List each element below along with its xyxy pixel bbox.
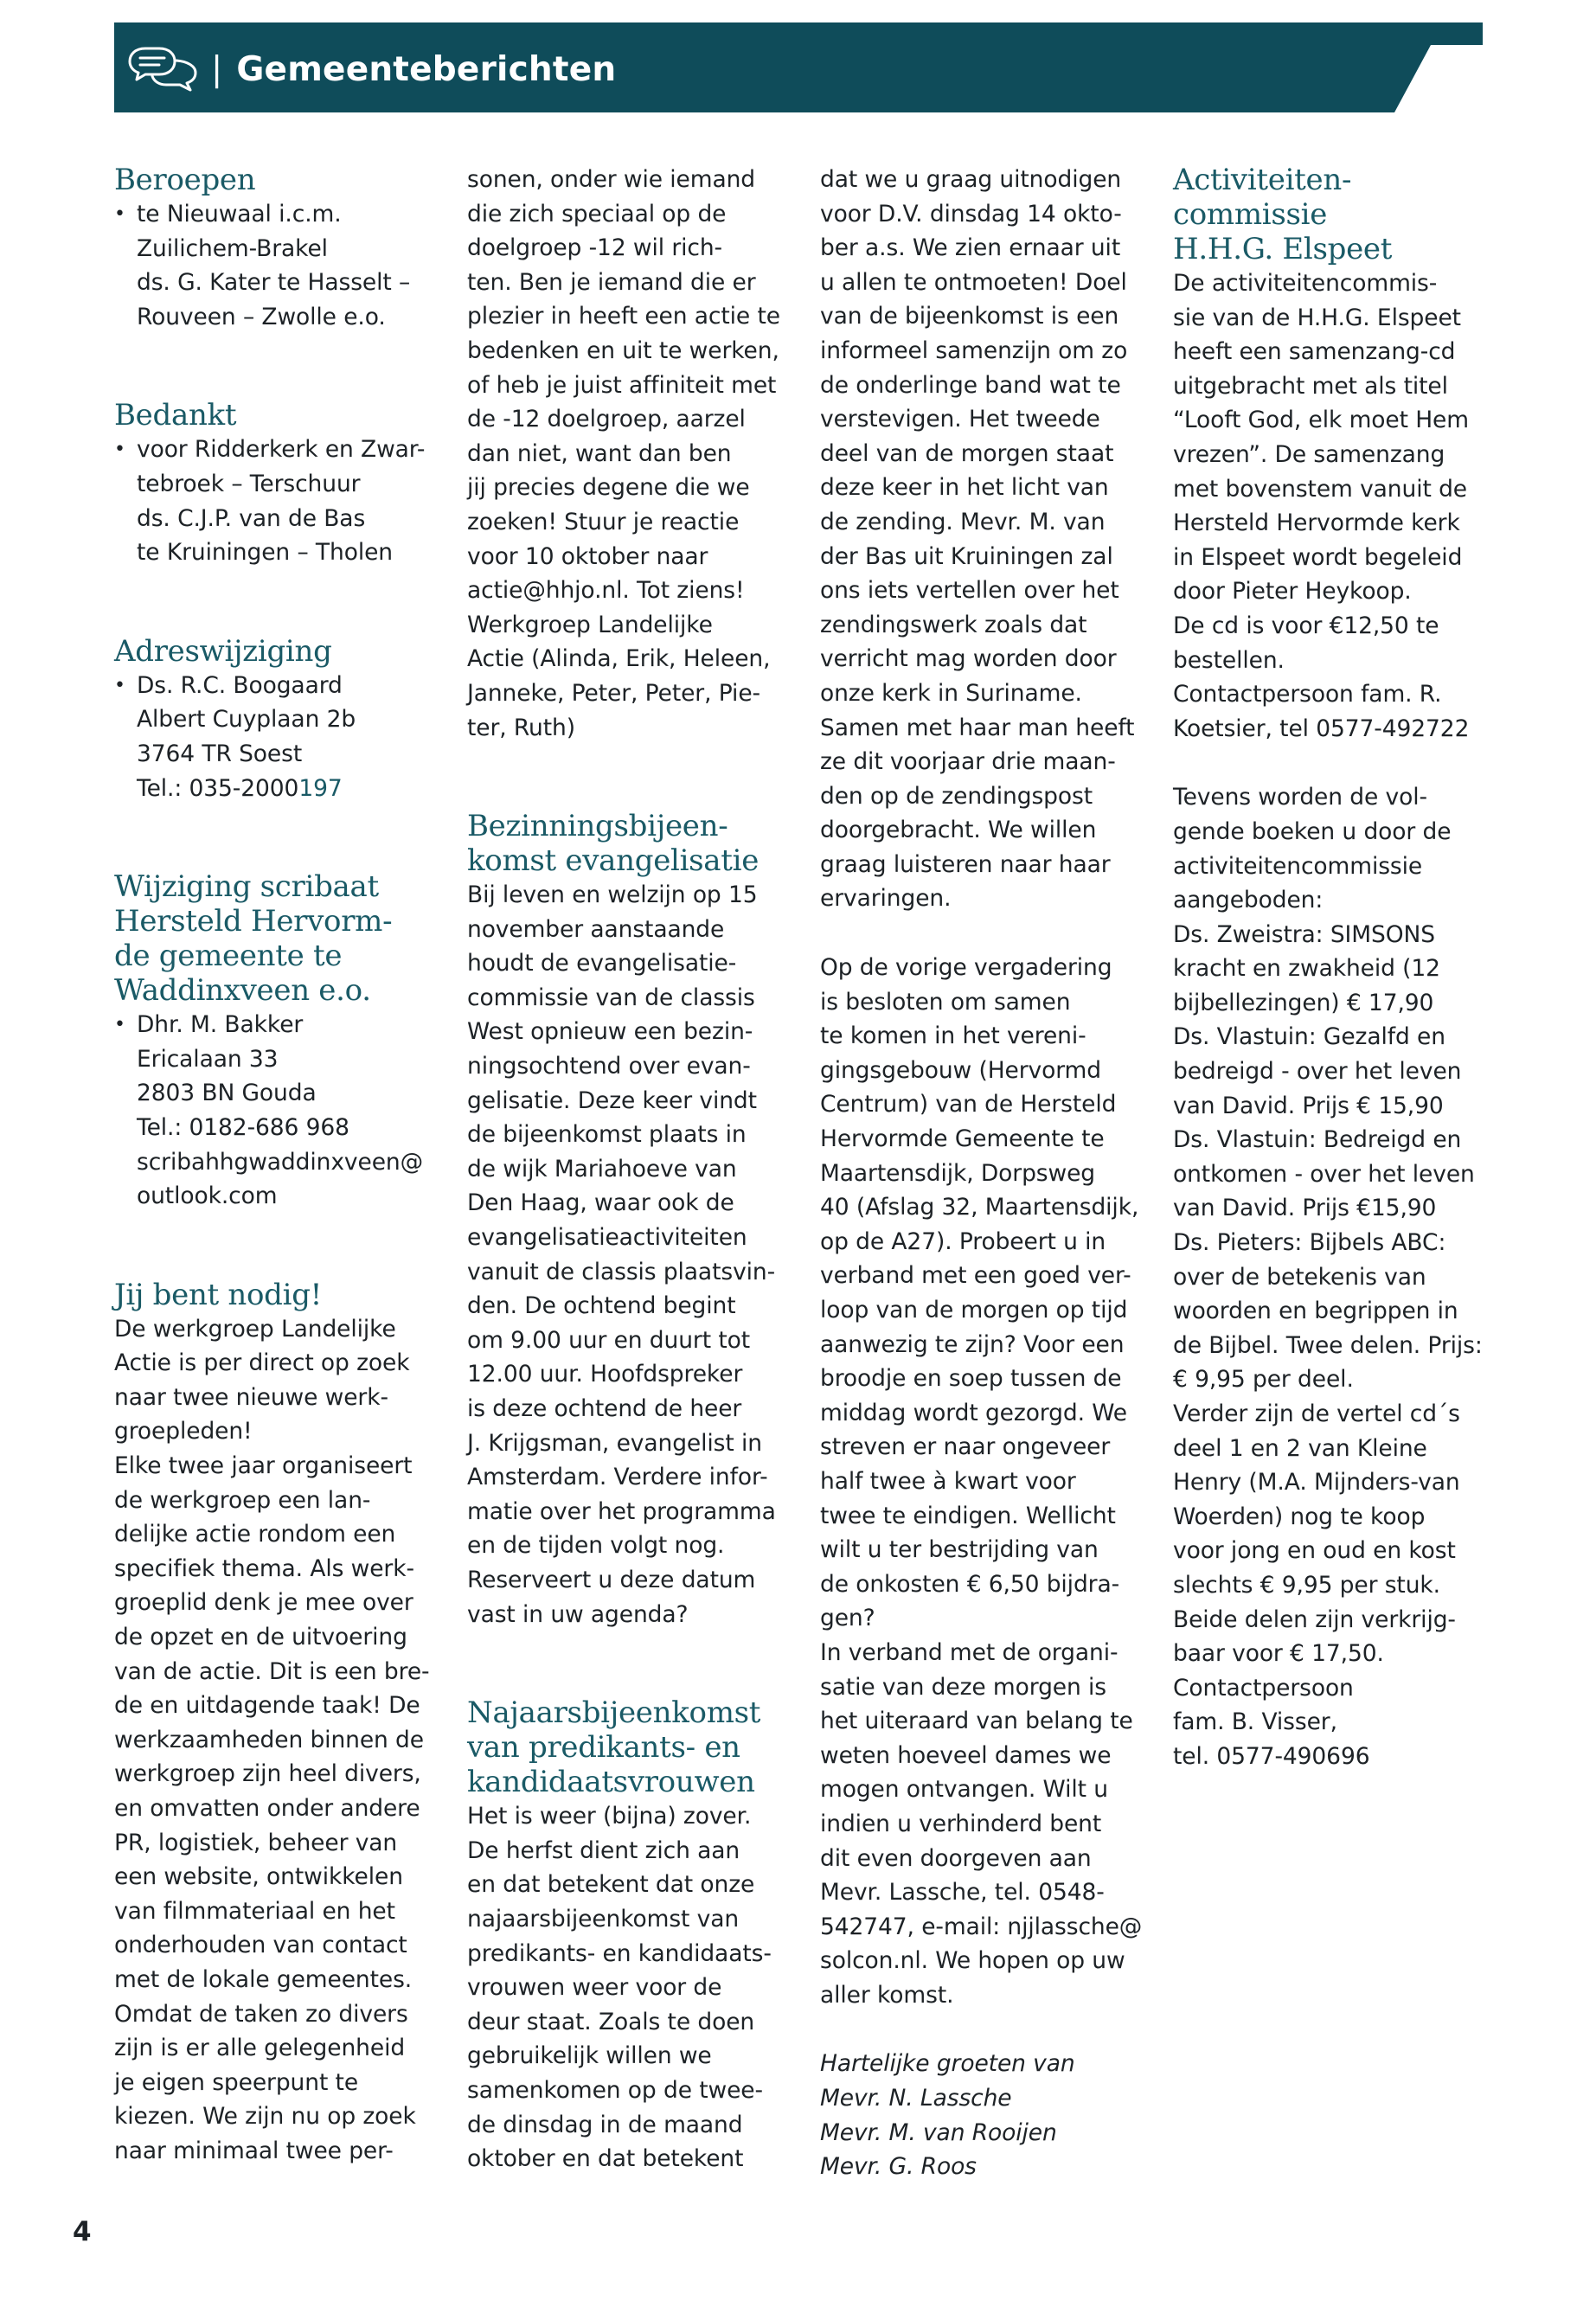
paragraph-samenzang-cd: De activiteitencommis- sie van de H.H.G. Elspeet heeft een samenzang-cd uitgebracht met als titel “Looft God, elk moet Hem vrezen”. De samenzang met bovenstem vanuit de Hersteld Hervormde kerk in Elspeet wordt begeleid door Pieter Heykoop. De cd is voor €12,50 te bestellen. Contactpersoon fam. R. Koetsier, tel 0577-492722 (1173, 270, 1470, 742)
phone-prefix: Tel.: 035-2000 (137, 774, 299, 802)
page-number: 4 (73, 2216, 92, 2247)
paragraph-boeken: Tevens worden de vol- gende boeken u door de activiteitencommissie aangeboden: Ds. Zweistra: SIMSONS kracht en zwakheid (12 bijbellezingen) € 17,90 Ds. Vlastuin: Gezalfd en bedreigd - over het leven van David. Prijs € 15,90 Ds. Vlastuin: Bedreigd en ontkomen - over het leven van David. Prijs €15,90 Ds. Pieters: Bijbels ABC: over de betekenis van woorden en begrippen in de Bijbel. Twee delen. Prijs: € 9,95 per deel. Verder zijn de vertel cd´s deel 1 en 2 van Kleine Henry (M.A. Mijnders-van Woerden) nog te koop voor jong en oud en kost slechts € 9,95 per stuk. Beide delen zijn verkrijg- baar voor € 17,50. Contactpersoon fam. B. Visser, tel. 0577-490696 (1173, 784, 1483, 1770)
column-1 (114, 163, 448, 2169)
heading-bezinningsbijeenkomst: Bezinningsbijeen- komst evangelisatie (467, 809, 760, 879)
paragraph-najaarsbijeenkomst: Het is weer (bijna) zover. De herfst dient zich aan en dat betekent dat onze najaarsbijeenkomst van predikants- en kandidaats- vrouwen weer voor de deur staat. Zoals te doen gebruikelijk willen we samenkomen op de twee- de dinsdag in de maand oktober en dat betekent (467, 1803, 772, 2173)
title-separator: | (211, 50, 223, 89)
list-bedankt (114, 433, 448, 569)
heading-bedankt: Bedankt (114, 398, 237, 433)
list-item: • voor Ridderkerk en Zwar- tebroek – Terschuur ds. C.J.P. van de Bas te Kruiningen – Tholen (114, 433, 448, 569)
paragraph-vergadering: Op de vorige vergadering is besloten om samen te komen in het vereni- gingsgebouw (Hervormd Centrum) van de Hersteld Hervormde Gemeente te Maartensdijk, Dorpsweg 40 (Afslag 32, Maartensdijk, op de A27). Probeert u in verband met een goed ver- loop van de morgen op tijd aanwezig te zijn? Voor een broodje en soep tussen de middag wordt gezorgd. We streven er naar ongeveer half twee à kwart voor twee te eindigen. Wellicht wilt u ter bestrijding van de onkosten € 6,50 bijdra- gen? In verband met de organi- satie van deze morgen is het uiteraard van belang te weten hoeveel dames we mogen ontvangen. Wilt u indien u verhinderd bent dit even doorgeven aan Mevr. Lassche, tel. 0548- 542747, e-mail: njjlassche@ solcon.nl. We hopen op uw aller komst. (820, 954, 1143, 2009)
phone-suffix: 197 (298, 774, 343, 802)
heading-scribaat: Wijziging scribaat Hersteld Hervorm- de gemeente te Waddinxveen e.o. (114, 869, 393, 1009)
heading-najaarsbijeenkomst: Najaarsbijeenkomst van predikants- en kandidaatsvrouwen (467, 1695, 761, 1800)
list-item: • Dhr. M. Bakker Ericalaan 33 2803 BN Gouda Tel.: 0182-686 968 scribahhgwaddinxveen@ outlook.com (114, 1008, 448, 1214)
paragraph-najaar-continued: dat we u graag uitnodigen voor D.V. dinsdag 14 okto- ber a.s. We zien ernaar uit u allen te ontmoeten! Doel van de bijeenkomst is een informeel samenzijn om zo de onderlinge band wat te verstevigen. Het tweede deel van de morgen staat deze keer in het licht van de zending. Mevr. M. van der Bas uit Kruiningen zal ons iets vertellen over het zendingswerk zoals dat verricht mag worden door onze kerk in Suriname. Samen met haar man heeft ze dit voorjaar drie maan- den op de zendingspost doorgebracht. We willen graag luisteren naar haar ervaringen. (820, 166, 1135, 913)
speech-bubbles-icon (126, 42, 201, 99)
heading-beroepen: Beroepen (114, 163, 256, 197)
column-4 (1173, 163, 1507, 1774)
paragraph-nodig-continued: sonen, onder wie iemand die zich speciaal op de doelgroep -12 wil rich- ten. Ben je iemand die er plezier in heeft een actie te bedenken en uit te werken, of heb je juist affiniteit met de -12 doelgroep, aarzel dan niet, want dan ben jij precies degene die we zoeken! Stuur je reactie voor 10 oktober naar actie@hhjo.nl. Tot ziens! Werkgroep Landelijke Actie (Alinda, Erik, Heleen, Janneke, Peter, Peter, Pie- ter, Ruth) (467, 166, 780, 741)
paragraph-bezinningsbijeenkomst: Bij leven en welzijn op 15 november aanstaande houdt de evangelisatie- commissie van de classis West opnieuw een bezin- ningsochtend over evan- gelisatie. Deze keer vindt de bijeenkomst plaats in de wijk Mariahoeve van Den Haag, waar ook de evangelisatieactiviteiten vanuit de classis plaatsvin- den. De ochtend begint om 9.00 uur en duurt tot 12.00 uur. Hoofdspreker is deze ochtend de heer J. Krijgsman, evangelist in Amsterdam. Verdere infor- matie over het programma en de tijden volgt nog. Reserveert u deze datum vast in uw agenda? (467, 881, 776, 1628)
column-2 (467, 163, 801, 2176)
list-scribaat (114, 1008, 448, 1214)
heading-jij-bent-nodig: Jij bent nodig! (114, 1277, 323, 1312)
list-item: • te Nieuwaal i.c.m. Zuilichem-Brakel ds. G. Kater te Hasselt – Rouveen – Zwolle e.o. (114, 197, 448, 334)
list-item (114, 669, 448, 805)
list-beroepen (114, 197, 448, 334)
column-3 (820, 163, 1154, 2184)
page-title (211, 43, 616, 97)
heading-activiteitencommissie: Activiteiten- commissie H.H.G. Elspeet (1173, 163, 1393, 266)
list-adreswijziging (114, 669, 448, 805)
title-text: Gemeenteberichten (236, 50, 617, 89)
heading-adreswijziging: Adreswijziging (114, 633, 332, 669)
signoff: Hartelijke groeten van Mevr. N. Lassche Mevr. M. van Rooijen Mevr. G. Roos (820, 2050, 1075, 2181)
address-text: Ds. R.C. Boogaard Albert Cuyplaan 2b 3764 TR Soest (137, 671, 356, 767)
paragraph-jij-bent-nodig: De werkgroep Landelijke Actie is per direct op zoek naar twee nieuwe werk- groepleden! Elke twee jaar organiseert de werkgroep een lan- delijke actie rondom een specifiek thema. Als werk- groeplid denk je mee over de opzet en de uitvoering van de actie. Dit is een bre- de en uitdagende taak! De werkzaamheden binnen de werkgroep zijn heel divers, en omvatten onder andere PR, logistiek, beheer van een website, ontwikkelen van filmmateriaal en het onderhouden van contact met de lokale gemeentes. Omdat de taken zo divers zijn is er alle gelegenheid je eigen speerpunt te kiezen. We zijn nu op zoek naar minimaal twee per- (114, 1315, 430, 2164)
